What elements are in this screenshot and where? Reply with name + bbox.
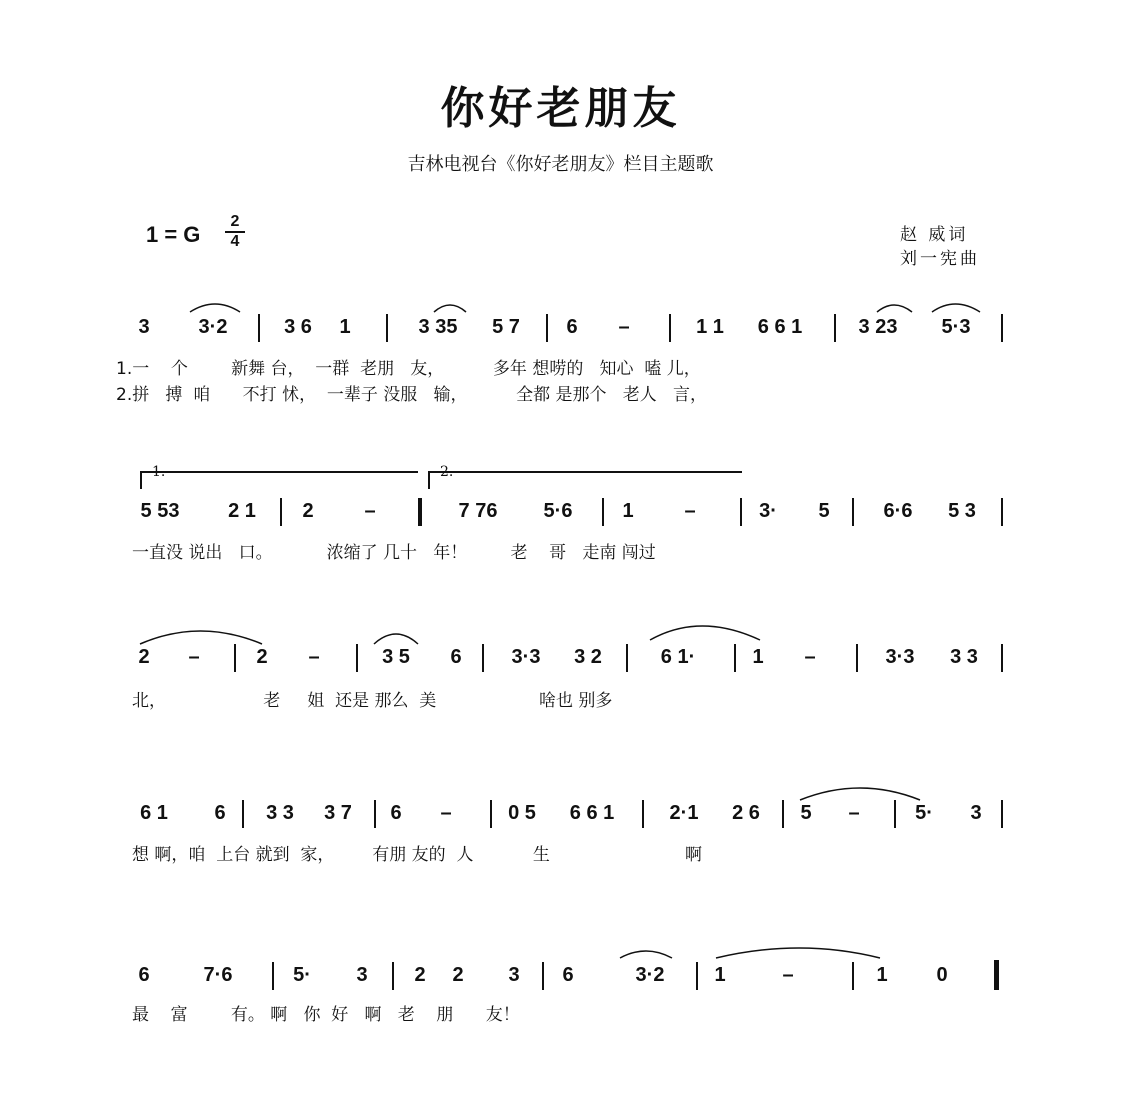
barline	[852, 498, 854, 526]
note: 1	[339, 316, 351, 338]
note: 3·2	[198, 316, 228, 338]
time-top: 2	[230, 213, 240, 230]
song-title: 你好老朋友	[440, 83, 681, 134]
barline	[542, 962, 544, 990]
note: –	[308, 646, 320, 668]
barline	[280, 498, 282, 526]
note: 6	[138, 964, 150, 986]
note: –	[618, 316, 630, 338]
note: 3·2	[635, 964, 665, 986]
note: 1	[876, 964, 888, 986]
note: 6 6 1	[569, 802, 615, 824]
lyrics-row-4: 想 啊，咱 上台 就到 家， 有朋 友的 人 生 啊	[132, 845, 702, 865]
note: –	[440, 802, 452, 824]
note: 6	[562, 964, 574, 986]
barline	[894, 800, 896, 828]
note: 0 5	[508, 802, 536, 824]
barline	[242, 800, 244, 828]
lyricist-credit: 赵 威词	[900, 225, 969, 245]
volta-label-2: 2.	[440, 464, 454, 480]
volta-label-1: 1.	[152, 464, 166, 480]
note: 5·	[293, 964, 311, 986]
lyrics-row-5: 最 富 有。 啊 你 好 啊 老 朋 友！	[132, 1005, 520, 1025]
note: 2 6	[732, 802, 760, 824]
note: 5·3	[941, 316, 971, 338]
song-subtitle: 吉林电视台《你好老朋友》栏目主题歌	[407, 154, 714, 175]
note: 5 7	[492, 316, 520, 338]
lyrics-row-3: 北， 老 姐 还是 那么 美 啥也 别多	[132, 691, 613, 711]
barline	[272, 962, 274, 990]
note: 0	[936, 964, 948, 986]
note: 1	[752, 646, 764, 668]
note: 3 3	[950, 646, 978, 668]
volta-bracket-1	[140, 471, 418, 489]
note: 2·1	[669, 802, 699, 824]
slur	[620, 951, 672, 958]
barline	[234, 644, 236, 672]
barline	[1001, 498, 1003, 526]
note: 5·6	[543, 500, 573, 522]
note: 2 1	[228, 500, 256, 522]
time-signature	[225, 214, 245, 250]
note: 3 5	[382, 646, 410, 668]
note: 7·6	[203, 964, 233, 986]
barline	[1001, 314, 1003, 342]
note: 3	[508, 964, 520, 986]
barline	[258, 314, 260, 342]
score-row-4	[118, 796, 1008, 836]
barline	[546, 314, 548, 342]
note: 6	[566, 316, 578, 338]
note: 2	[452, 964, 464, 986]
lyrics-verse-2: 2.拼 搏 咱 不打 怵， 一辈子 没服 输， 全都 是那个 老人 言，	[116, 385, 707, 405]
barline	[734, 644, 736, 672]
lyrics-verse-1: 1.一 个 新舞 台， 一群 老朋 友， 多年 想唠的 知心 嗑 儿，	[116, 359, 701, 379]
note: 5 53	[140, 500, 180, 522]
barline	[856, 644, 858, 672]
note: 1	[622, 500, 634, 522]
barline	[386, 314, 388, 342]
note: 2	[138, 646, 150, 668]
note: 5	[800, 802, 812, 824]
repeat-barline	[418, 498, 422, 526]
note: 5 3	[948, 500, 976, 522]
note: 6 1·	[660, 646, 696, 668]
note: 3 6	[284, 316, 312, 338]
note: 6	[214, 802, 226, 824]
key-signature: 1 = G	[146, 222, 201, 247]
note: 3 35	[418, 316, 458, 338]
note: 5·	[915, 802, 933, 824]
note: 2	[414, 964, 426, 986]
note: 2	[256, 646, 268, 668]
note: –	[188, 646, 200, 668]
note: 3·3	[885, 646, 915, 668]
barline	[374, 800, 376, 828]
score-row-3	[118, 640, 1008, 680]
note: 3 3	[266, 802, 294, 824]
note: 6	[450, 646, 462, 668]
tie	[650, 626, 760, 640]
note: 6·6	[883, 500, 913, 522]
time-bottom: 4	[230, 233, 240, 250]
note: 2	[302, 500, 314, 522]
barline	[852, 962, 854, 990]
score-row-1	[118, 310, 1008, 350]
note: 3	[970, 802, 982, 824]
note: 3 23	[858, 316, 898, 338]
note: –	[364, 500, 376, 522]
barline	[782, 800, 784, 828]
barline	[490, 800, 492, 828]
note: 1 1	[696, 316, 724, 338]
note: 3 7	[324, 802, 352, 824]
score-row-5	[118, 958, 1008, 998]
barline	[626, 644, 628, 672]
note: 5	[818, 500, 830, 522]
composer-credit: 刘一宪曲	[900, 249, 980, 269]
note: 1	[714, 964, 726, 986]
barline	[740, 498, 742, 526]
score-row-2	[118, 494, 1008, 534]
final-barline	[994, 960, 999, 990]
barline	[642, 800, 644, 828]
barline	[602, 498, 604, 526]
note: 3·3	[511, 646, 541, 668]
note: –	[804, 646, 816, 668]
barline	[482, 644, 484, 672]
note: 3 2	[574, 646, 602, 668]
note: 6 6 1	[757, 316, 803, 338]
note: 3	[138, 316, 150, 338]
note: 3·	[759, 500, 777, 522]
note: 6	[390, 802, 402, 824]
note: 3	[356, 964, 368, 986]
note: –	[684, 500, 696, 522]
volta-bracket-2	[428, 471, 742, 489]
barline	[356, 644, 358, 672]
barline	[669, 314, 671, 342]
tie	[716, 948, 880, 958]
barline	[834, 314, 836, 342]
barline	[392, 962, 394, 990]
barline	[696, 962, 698, 990]
note: –	[782, 964, 794, 986]
barline	[1001, 644, 1003, 672]
barline	[1001, 800, 1003, 828]
note: 6 1	[140, 802, 168, 824]
lyrics-row-2: 一直没 说出 口。 浓缩了 几十 年！ 老 哥 走南 闯过	[132, 543, 656, 563]
note: –	[848, 802, 860, 824]
note: 7 76	[458, 500, 498, 522]
